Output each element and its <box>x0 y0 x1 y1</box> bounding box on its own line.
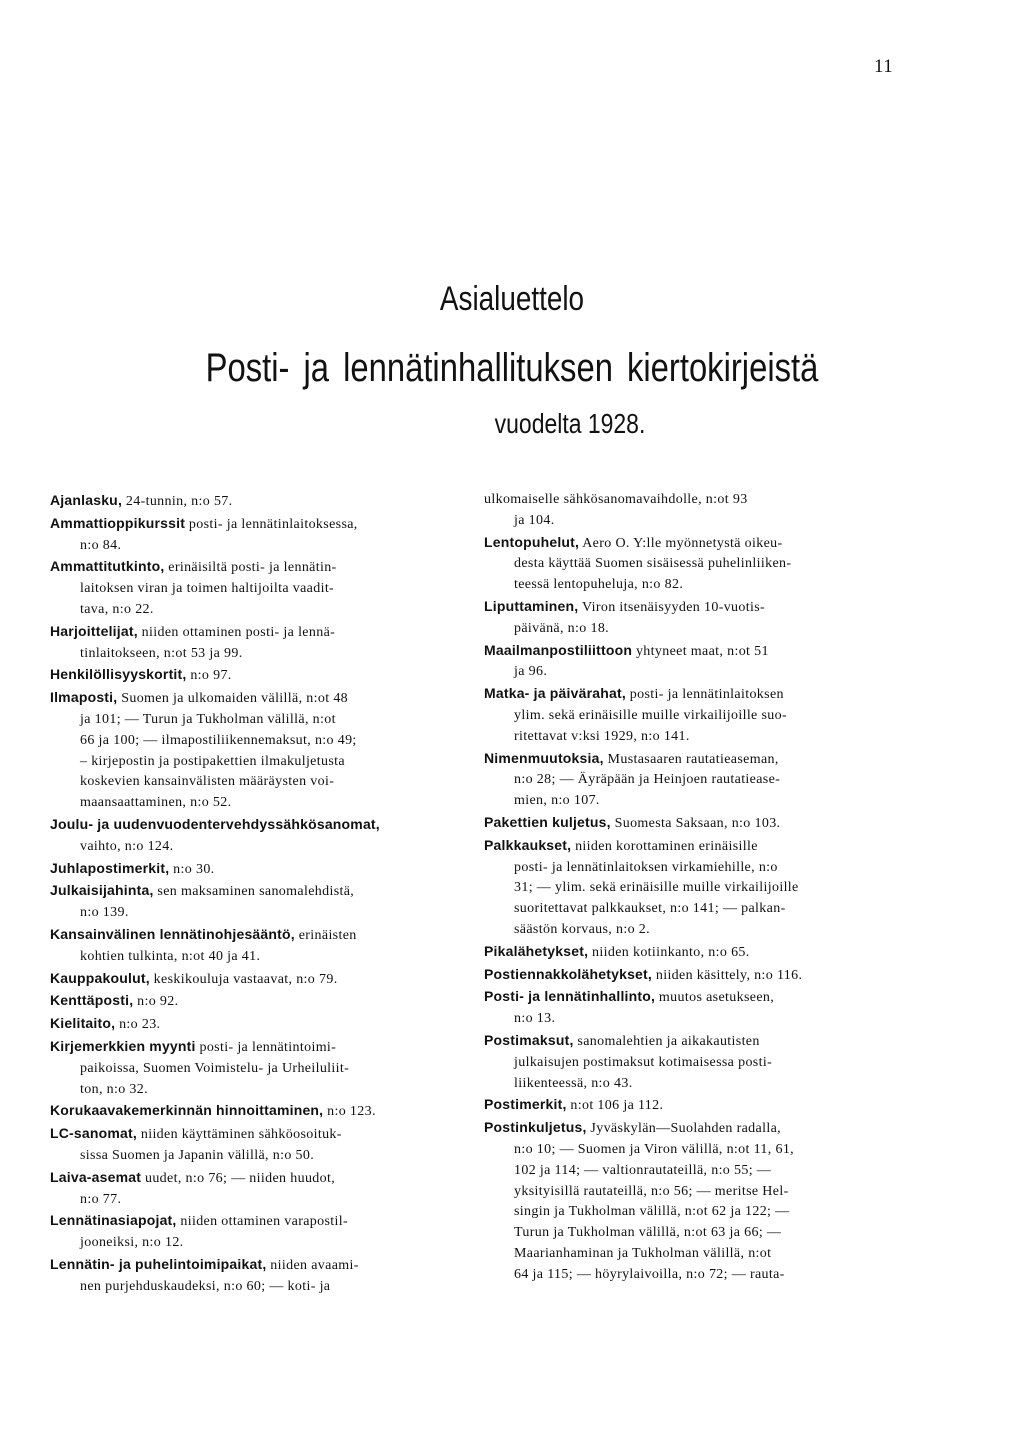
entry-heading: Postiennakkolähetykset, <box>484 965 652 982</box>
index-entry <box>50 968 462 991</box>
entry-text-line: 66 ja 100; — ilmapostiliikennemaksut, n:o 49; <box>80 732 357 748</box>
index-entry <box>50 556 462 620</box>
entry-text-line: yksityisillä rautateillä, n:o 56; — meritse Hel- <box>514 1183 789 1199</box>
index-entry <box>50 664 462 687</box>
entry-text-line: säästön korvaus, n:o 2. <box>514 921 650 937</box>
entry-heading: Kansainvälinen lennätinohjesääntö, <box>50 925 295 942</box>
entry-text-line: – kirjepostin ja postipakettien ilmakuljetusta <box>80 753 345 769</box>
entry-text-line: julkaisujen postimaksut kotimaisessa posti- <box>514 1054 773 1070</box>
entry-heading: Ajanlasku, <box>50 492 123 508</box>
entry-text: niiden käsittely, n:o 116. <box>652 967 803 983</box>
entry-text: niiden ottaminen varapostil- <box>176 1214 349 1230</box>
entry-text-line: n:o 13. <box>514 1011 556 1027</box>
entry-text-line: Turun ja Tukholman välillä, n:ot 63 ja 66; — <box>514 1225 782 1241</box>
entry-heading: Lentopuhelut, <box>484 533 580 550</box>
entry-text-line: sissa Suomen ja Japanin välillä, n:o 50. <box>80 1147 315 1163</box>
entry-text: muutos asetukseen, <box>655 990 775 1006</box>
entry-text-line: mien, n:o 107. <box>514 793 600 809</box>
entry-text-line: n:o 10; — Suomen ja Viron välillä, n:ot 11, 61, <box>514 1141 795 1157</box>
entry-heading: Pakettien kuljetus, <box>484 813 611 830</box>
entry-heading: LC-sanomat, <box>50 1125 137 1142</box>
entry-heading: Lennätinasiapojat, <box>50 1212 177 1229</box>
entry-text-line: tinlaitokseen, n:ot 53 ja 99. <box>80 645 243 661</box>
entry-text: posti- ja lennätinlaitoksessa, <box>185 516 358 532</box>
entry-heading: Kielitaito, <box>50 1015 116 1032</box>
index-entry <box>484 964 892 987</box>
entry-heading: Postinkuljetus, <box>484 1119 587 1136</box>
index-title: Asialuettelo <box>439 280 585 318</box>
entry-text: Jyväskylän—Suolahden radalla, <box>586 1121 781 1137</box>
index-entry <box>484 1094 892 1117</box>
entry-heading: Joulu- ja uudenvuodentervehdyssähkösanomat, <box>50 815 380 832</box>
index-entry <box>484 532 892 596</box>
entry-text-line: n:o 77. <box>80 1191 122 1207</box>
entry-text: n:o 97. <box>186 668 232 684</box>
entry-text-line: päivänä, n:o 18. <box>514 620 610 636</box>
entry-heading: Laiva-asemat <box>50 1168 142 1185</box>
entry-text-line: suoritettavat palkkaukset, n:o 141; — palkan- <box>514 901 786 917</box>
entry-heading: Liputtaminen, <box>484 597 579 614</box>
index-entry <box>484 986 892 1030</box>
index-entry <box>50 1036 462 1100</box>
entry-text: niiden käyttäminen sähköosoituk- <box>137 1127 342 1143</box>
entry-text-line: Maarianhaminan ja Tukholman välillä, n:ot <box>514 1245 772 1261</box>
index-entry <box>50 1013 462 1036</box>
entry-heading: Harjoittelijat, <box>50 622 138 639</box>
index-entry <box>484 640 892 684</box>
entry-text: n:o 123. <box>323 1104 376 1120</box>
entry-text-line: vaihto, n:o 124. <box>80 838 174 854</box>
entry-heading: Maailmanpostiliittoon <box>484 641 633 658</box>
entry-heading: Julkaisijahinta, <box>50 882 154 899</box>
entry-text-line: n:o 28; — Äyräpään ja Heinjoen rautatiease- <box>514 772 781 788</box>
entry-text-line: tava, n:o 22. <box>80 601 154 617</box>
entry-text-line: koskevien kansainvälisten määräysten voi- <box>80 774 335 790</box>
entry-text: niiden korottaminen erinäisille <box>571 838 758 854</box>
entry-text-line: ritettavat v:ksi 1929, n:o 141. <box>514 728 690 744</box>
index-entry <box>50 513 462 557</box>
index-year: vuodelta 1928. <box>494 408 646 439</box>
entry-text-line: ulkomaiselle sähkösanomavaihdolle, n:ot 93 <box>484 492 748 507</box>
entry-text-line: ja 101; — Turun ja Tukholman välillä, n:ot <box>80 711 336 727</box>
entry-text: n:o 30. <box>169 861 215 877</box>
entry-text-line: teessä lentopuheluja, n:o 82. <box>514 577 684 593</box>
entry-text: Mustasaaren rautatieaseman, <box>603 751 779 767</box>
entry-heading: Pikalähetykset, <box>484 942 589 959</box>
entry-text-line: ja 104. <box>514 512 555 528</box>
entry-text: Suomesta Saksaan, n:o 103. <box>610 815 781 831</box>
entry-text-line: laitoksen viran ja toimen haltijoilta vaadit- <box>80 581 335 597</box>
entry-heading: Matka- ja päivärahat, <box>484 685 626 702</box>
entry-heading: Ammattitutkinto, <box>50 558 165 575</box>
entry-text: n:o 23. <box>115 1017 161 1033</box>
index-subtitle: Posti- ja lennätinhallituksen kiertokirjeistä <box>205 346 819 390</box>
entry-text: n:ot 106 ja 112. <box>566 1098 664 1114</box>
entry-text-line: paikoissa, Suomen Voimistelu- ja Urheiluliit- <box>80 1060 350 1076</box>
index-entry <box>484 1117 892 1285</box>
index-entry <box>50 990 462 1013</box>
index-entry <box>50 1254 462 1298</box>
entry-text: uudet, n:o 76; — niiden huudot, <box>141 1170 336 1186</box>
entry-heading: Palkkaukset, <box>484 836 572 853</box>
index-entry <box>50 687 462 814</box>
entry-text: Viron itsenäisyyden 10-vuotis- <box>578 599 766 615</box>
entry-text: keskikouluja vastaavat, n:o 79. <box>149 971 338 987</box>
entry-text-line: 31; — ylim. sekä erinäisille muille virkailijoille <box>514 880 799 896</box>
entry-text: 24-tunnin, n:o 57. <box>122 494 233 509</box>
index-entry <box>50 1100 462 1123</box>
entry-text: erinäisten <box>294 927 357 943</box>
entry-heading: Juhlapostimerkit, <box>50 859 170 876</box>
index-entry <box>50 858 462 881</box>
entry-heading: Kirjemerkkien myynti <box>50 1037 196 1054</box>
index-entry <box>484 748 892 812</box>
index-entry <box>50 1123 462 1167</box>
entry-heading: Ammattioppikurssit <box>50 514 186 531</box>
entry-text-line: ja 96. <box>514 664 548 680</box>
entry-text-line: maansaattaminen, n:o 52. <box>80 795 232 811</box>
index-entry <box>50 621 462 665</box>
entry-text-line: ylim. sekä erinäisille muille virkailijoille suo- <box>514 707 787 723</box>
entry-text: n:o 92. <box>133 994 179 1010</box>
entry-text-line: posti- ja lennätinlaitoksen virkamiehille, n:o <box>514 859 778 875</box>
entry-text: Suomen ja ulkomaiden välillä, n:ot 48 <box>117 691 349 707</box>
entry-text-line: nen purjehduskaudeksi, n:o 60; — koti- ja <box>80 1278 331 1294</box>
entry-heading: Kauppakoulut, <box>50 969 150 986</box>
entry-heading: Ilmaposti, <box>50 689 118 706</box>
entry-text: sen maksaminen sanomalehdistä, <box>153 884 355 900</box>
entry-text-line: singin ja Tukholman välillä, n:ot 62 ja 122; — <box>514 1204 790 1220</box>
entry-heading: Lennätin- ja puhelintoimipaikat, <box>50 1255 267 1272</box>
page-number: 11 <box>874 56 894 77</box>
index-entry <box>484 812 892 835</box>
entry-heading: Kenttäposti, <box>50 992 134 1009</box>
entry-text: Aero O. Y:lle myönnetystä oikeu- <box>579 535 783 551</box>
entry-heading: Korukaavakemerkinnän hinnoittaminen, <box>50 1102 324 1119</box>
index-entry <box>50 880 462 924</box>
entry-text: niiden avaami- <box>266 1257 359 1273</box>
entry-text-line: 64 ja 115; — höyrylaivoilla, n:o 72; — rauta- <box>514 1266 785 1282</box>
index-entry <box>50 490 462 513</box>
entry-text: erinäisiltä posti- ja lennätin- <box>164 560 337 576</box>
entry-text-line: 102 ja 114; — valtionrautateillä, n:o 55; — <box>514 1162 772 1178</box>
entry-text-line: jooneiksi, n:o 12. <box>80 1235 184 1251</box>
entry-text-line: desta käyttää Suomen sisäisessä puhelinliiken- <box>514 556 792 572</box>
index-entry <box>50 1210 462 1254</box>
index-entry <box>484 490 892 532</box>
entry-heading: Postimerkit, <box>484 1096 567 1113</box>
right-column <box>484 490 892 1285</box>
entry-heading: Henkilöllisyyskortit, <box>50 666 187 683</box>
entry-text-line: ton, n:o 32. <box>80 1081 148 1097</box>
entry-heading: Posti- ja lennätinhallinto, <box>484 988 656 1005</box>
index-entry <box>484 1030 892 1094</box>
entry-text: sanomalehtien ja aikakautisten <box>573 1033 760 1049</box>
index-entry <box>484 596 892 640</box>
entry-text: niiden kotiinkanto, n:o 65. <box>588 944 750 960</box>
index-entry <box>50 814 462 858</box>
index-entry <box>484 683 892 747</box>
entry-text-line: kohtien tulkinta, n:ot 40 ja 41. <box>80 948 261 964</box>
entry-text-line: n:o 139. <box>80 905 129 921</box>
entry-text: niiden ottaminen posti- ja lennä- <box>137 624 336 640</box>
entry-heading: Postimaksut, <box>484 1031 574 1048</box>
entry-text-line: liikenteessä, n:o 43. <box>514 1075 633 1091</box>
entry-heading: Nimenmuutoksia, <box>484 749 604 766</box>
index-entry <box>484 835 892 941</box>
index-entry <box>50 1167 462 1211</box>
entry-text-line: n:o 84. <box>80 537 122 553</box>
index-entry <box>50 924 462 968</box>
left-column <box>50 490 462 1297</box>
entry-text: yhtyneet maat, n:ot 51 <box>632 643 769 659</box>
entry-text: posti- ja lennätintoimi- <box>195 1039 337 1055</box>
entry-text: posti- ja lennätinlaitoksen <box>625 687 784 703</box>
index-entry <box>484 941 892 964</box>
